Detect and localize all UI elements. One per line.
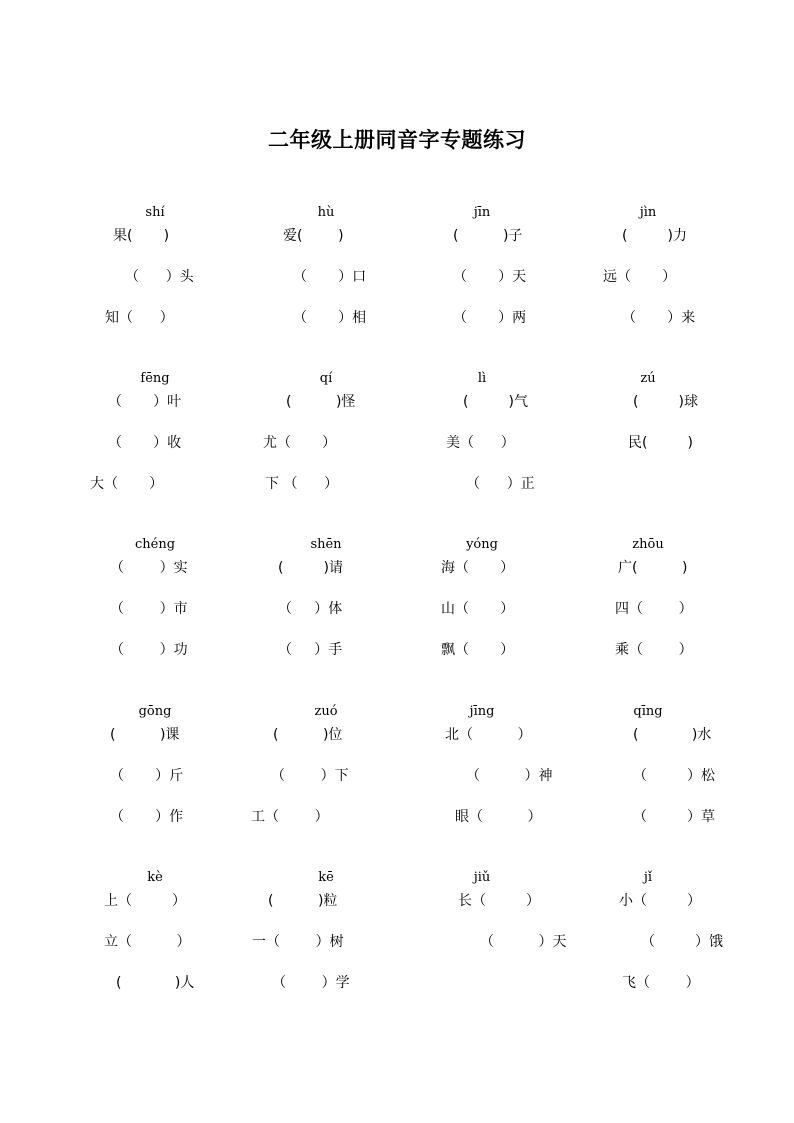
- fill-in-blank-item: （ ）天: [480, 934, 567, 950]
- fill-in-blank-item: ( )请: [278, 560, 343, 576]
- fill-in-blank-item: 小（ ）: [619, 893, 702, 909]
- fill-in-blank-item: 眼（ ）: [455, 809, 542, 825]
- fill-in-blank-item: （ ）天: [453, 269, 527, 285]
- fill-in-blank-item: ( )怪: [286, 394, 356, 410]
- pinyin-label: qí: [319, 371, 333, 386]
- fill-in-blank-item: 广( ): [618, 560, 688, 576]
- fill-in-blank-item: 大（ ）: [90, 476, 164, 492]
- fill-in-blank-item: 飘（ ）: [441, 642, 515, 658]
- pinyin-label: jīng: [469, 704, 495, 719]
- fill-in-blank-item: 北（ ）: [445, 727, 532, 743]
- pinyin-label: hù: [317, 205, 335, 220]
- page-title: 二年级上册同音字专题练习: [268, 128, 526, 152]
- fill-in-blank-item: （ ）学: [272, 975, 350, 991]
- fill-in-blank-item: ( )位: [273, 727, 343, 743]
- fill-in-blank-item: ( )课: [110, 727, 180, 743]
- fill-in-blank-item: ( )球: [633, 394, 698, 410]
- pinyin-label: chéng: [134, 537, 176, 552]
- fill-in-blank-item: 下 （ ）: [265, 476, 339, 492]
- pinyin-label: zú: [640, 371, 656, 386]
- fill-in-blank-item: （ ）实: [110, 560, 188, 576]
- fill-in-blank-item: 山（ ）: [441, 601, 515, 617]
- pinyin-label: kē: [318, 870, 334, 885]
- fill-in-blank-item: （ ）体: [278, 601, 343, 617]
- fill-in-blank-item: 长（ ）: [458, 893, 541, 909]
- pinyin-label: shēn: [310, 537, 342, 552]
- fill-in-blank-item: （ ）市: [110, 601, 188, 617]
- fill-in-blank-item: （ ）松: [633, 768, 716, 784]
- pinyin-label: jīn: [473, 205, 491, 220]
- fill-in-blank-item: 飞（ ）: [622, 975, 700, 991]
- fill-in-blank-item: （ ）饿: [641, 934, 724, 950]
- fill-in-blank-item: （ ）功: [110, 642, 188, 658]
- fill-in-blank-item: （ ）下: [271, 768, 349, 784]
- fill-in-blank-item: （ ）口: [293, 269, 367, 285]
- fill-in-blank-item: 工（ ）: [251, 809, 329, 825]
- fill-in-blank-item: 爱( ): [283, 228, 344, 244]
- fill-in-blank-item: ( )子: [453, 228, 523, 244]
- fill-in-blank-item: （ ）斤: [110, 768, 184, 784]
- fill-in-blank-item: （ ）收: [108, 435, 182, 451]
- pinyin-label: jiǔ: [473, 870, 491, 885]
- pinyin-label: zuó: [314, 704, 338, 719]
- fill-in-blank-item: （ ）来: [622, 310, 696, 326]
- fill-in-blank-item: ( )粒: [268, 893, 338, 909]
- pinyin-label: fēng: [140, 371, 170, 386]
- pinyin-label: jǐ: [643, 870, 653, 885]
- fill-in-blank-item: （ ）手: [278, 642, 343, 658]
- fill-in-blank-item: 上（ ）: [104, 893, 187, 909]
- pinyin-label: zhōu: [632, 537, 664, 552]
- pinyin-label: lì: [477, 371, 487, 386]
- fill-in-blank-item: 果( ): [113, 228, 170, 244]
- fill-in-blank-item: ( )气: [463, 394, 528, 410]
- pinyin-label: qīng: [633, 704, 663, 719]
- fill-in-blank-item: 四（ ）: [615, 601, 693, 617]
- fill-in-blank-item: 一（ ）树: [252, 934, 344, 950]
- fill-in-blank-item: 尤（ ）: [263, 435, 337, 451]
- fill-in-blank-item: 民( ): [628, 435, 693, 451]
- fill-in-blank-item: 知（ ）: [105, 310, 174, 326]
- fill-in-blank-item: （ ）两: [453, 310, 527, 326]
- fill-in-blank-item: ( )人: [116, 975, 195, 991]
- fill-in-blank-item: 远（ ）: [603, 269, 677, 285]
- fill-in-blank-item: （ ）头: [125, 269, 194, 285]
- pinyin-label: kè: [147, 870, 163, 885]
- fill-in-blank-item: ( )力: [622, 228, 687, 244]
- fill-in-blank-item: （ ）相: [293, 310, 367, 326]
- pinyin-label: yóng: [466, 537, 498, 552]
- fill-in-blank-item: （ ）叶: [108, 394, 182, 410]
- fill-in-blank-item: ( )水: [633, 727, 712, 743]
- fill-in-blank-item: 乘（ ）: [615, 642, 693, 658]
- fill-in-blank-item: 美（ ）: [446, 435, 515, 451]
- fill-in-blank-item: 立（ ）: [104, 934, 191, 950]
- pinyin-label: shí: [145, 205, 165, 220]
- fill-in-blank-item: 海（ ）: [441, 560, 515, 576]
- pinyin-label: jìn: [639, 205, 657, 220]
- fill-in-blank-item: （ ）作: [110, 809, 184, 825]
- fill-in-blank-item: （ ）神: [466, 768, 553, 784]
- fill-in-blank-item: （ ）草: [633, 809, 716, 825]
- fill-in-blank-item: （ ）正: [466, 476, 535, 492]
- pinyin-label: gōng: [138, 704, 172, 719]
